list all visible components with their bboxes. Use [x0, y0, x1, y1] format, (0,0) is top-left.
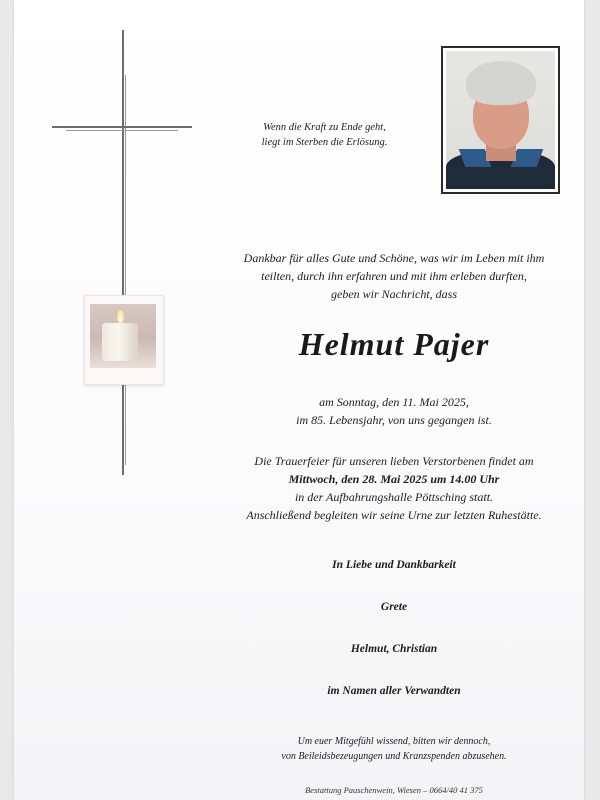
- obituary-sheet: [14, 0, 584, 800]
- undertaker-footer: Bestattung Pauschenwein, Wiesen – 0664/40 41 375: [305, 785, 483, 795]
- flame-icon: [117, 310, 124, 323]
- closing-love: In Liebe und Dankbarkeit: [332, 559, 456, 571]
- quote-line: liegt im Sterben die Erlösung.: [261, 137, 388, 148]
- deceased-name: Helmut Pajer: [298, 326, 490, 362]
- death-line: am Sonntag, den 11. Mai 2025,: [319, 395, 469, 409]
- intro-line: geben wir Nachricht, dass: [331, 287, 457, 301]
- intro-text: [204, 249, 584, 303]
- service-line: Die Trauerfeier für unseren lieben Verstorbenen findet am: [254, 454, 534, 468]
- relatives-line: im Namen aller Verwandten: [327, 685, 461, 697]
- service-date: Mittwoch, den 28. Mai 2025 um 14.00 Uhr: [288, 472, 500, 486]
- service-line: in der Aufbahrungshalle Pöttsching statt.: [294, 490, 494, 504]
- mourner-names: Helmut, Christian: [350, 643, 438, 655]
- note-line: Um euer Mitgefühl wissend, bitten wir dennoch,: [297, 736, 491, 747]
- quote-line: Wenn die Kraft zu Ende geht,: [263, 122, 386, 133]
- quote: [242, 120, 407, 150]
- portrait-photo: [441, 46, 560, 194]
- service-line: Anschließend begleiten wir seine Urne zur letzten Ruhestätte.: [246, 508, 542, 522]
- note-line: von Beileidsbezeugungen und Kranzspenden abzusehen.: [281, 751, 507, 762]
- death-info: [204, 393, 584, 429]
- death-line: im 85. Lebensjahr, von uns gegangen ist.: [296, 413, 492, 427]
- condolence-note: [204, 734, 584, 764]
- mourner-name: Grete: [380, 601, 408, 613]
- intro-line: teilten, durch ihn erfahren und mit ihm erleben durften,: [261, 269, 527, 283]
- funeral-service-info: [204, 452, 584, 524]
- candle-image: [84, 295, 164, 385]
- intro-line: Dankbar für alles Gute und Schöne, was wir im Leben mit ihm: [243, 251, 545, 265]
